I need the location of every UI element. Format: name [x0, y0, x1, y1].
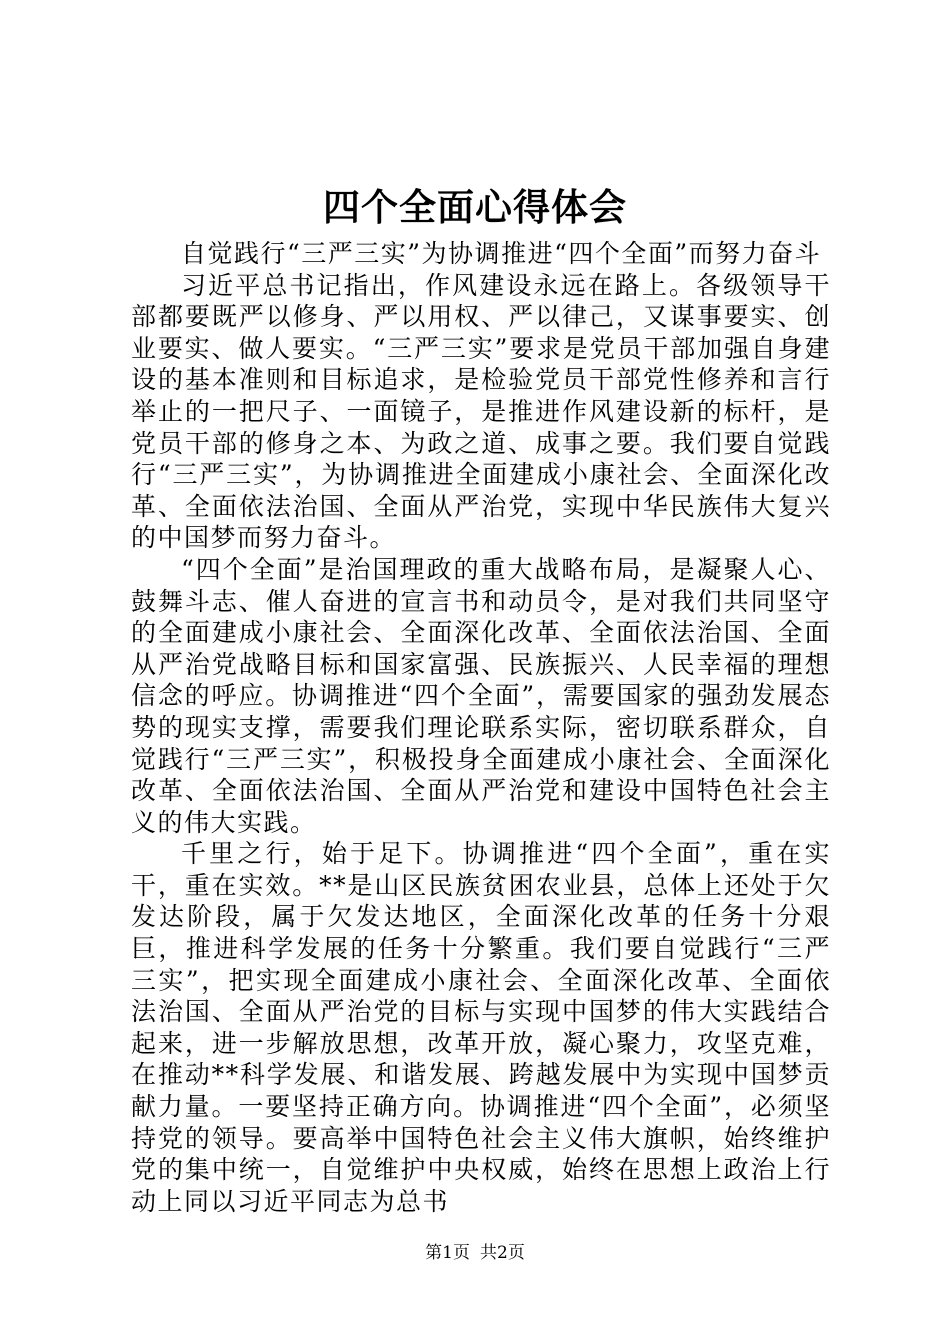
body-paragraph: 千里之行，始于足下。协调推进“四个全面”，重在实干，重在实效。**是山区民族贫困农业县，总体上还处于欠发达阶段，属于欠发达地区，全面深化改革的任务十分艰巨，推进科学发展的任务十分繁重。我们要自觉践行“三严三实”，把实现全面建成小康社会、全面深化改革、全面依法治国、全面从严治党的目标与实现中国梦的伟大实践结合起来，进一步解放思想，改革开放，凝心聚力，攻坚克难，在推动**科学发展、和谐发展、跨越发展中为实现中国梦贡献力量。一要坚持正确方向。协调推进“四个全面”，必须坚持党的领导。要高举中国特色社会主义伟大旗帜，始终维护党的集中统一，自觉维护中央权威，始终在思想上政治上行动上同以习近平同志为总书 [131, 839, 831, 1216]
subtitle-paragraph: 自觉践行“三严三实”为协调推进“四个全面”而努力奋斗 [181, 239, 822, 268]
page-number-total: 共2页 [480, 1243, 525, 1263]
body-paragraph: 习近平总书记指出，作风建设永远在路上。各级领导干部都要既严以修身、严以用权、严以律己，又谋事要实、创业要实、做人要实。“三严三实”要求是党员干部加强自身建设的基本准则和目标追求，是检验党员干部党性修养和言行举止的一把尺子、一面镜子，是推进作风建设新的标杆，是党员干部的修身之本、为政之道、成事之要。我们要自觉践行“三严三实”，为协调推进全面建成小康社会、全面深化改革、全面依法治国、全面从严治党，实现中华民族伟大复兴的中国梦而努力奋斗。 [131, 270, 831, 553]
page-number-current: 第1页 [425, 1243, 470, 1263]
document-body [131, 238, 831, 1217]
page-title: 四个全面心得体会 [323, 185, 627, 229]
body-paragraph: “四个全面”是治国理政的重大战略布局，是凝聚人心、鼓舞斗志、催人奋进的宣言书和动员令，是对我们共同坚守的全面建成小康社会、全面深化改革、全面依法治国、全面从严治党战略目标和国家富强、民族振兴、人民幸福的理想信念的呼应。协调推进“四个全面”，需要国家的强劲发展态势的现实支撑，需要我们理论联系实际，密切联系群众，自觉践行“三严三实”，积极投身全面建成小康社会、全面深化改革、全面依法治国、全面从严治党和建设中国特色社会主义的伟大实践。 [131, 554, 831, 837]
page-footer [0, 1242, 950, 1264]
